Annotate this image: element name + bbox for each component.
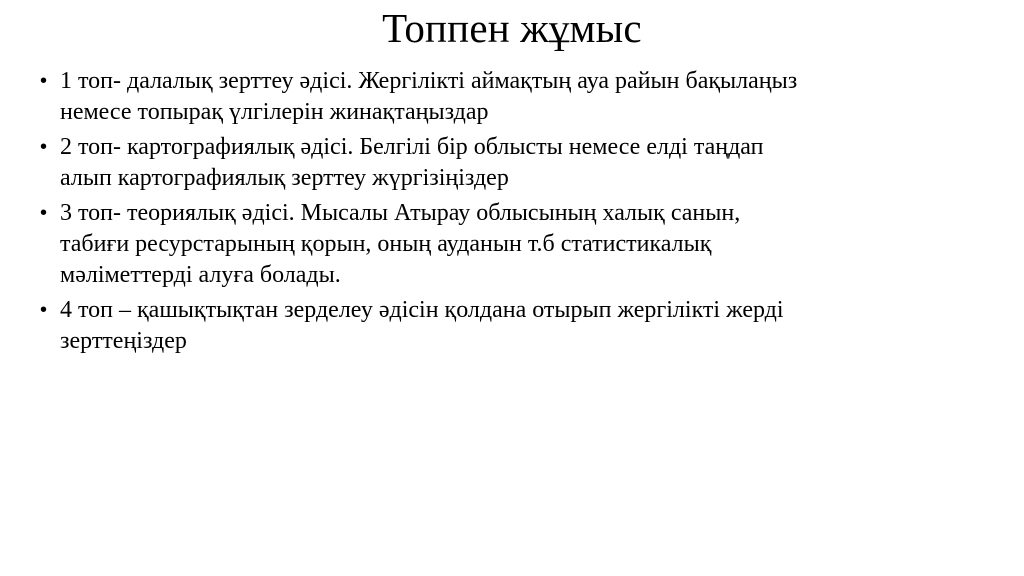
bullet-text-line: немесе топырақ үлгілерін жинақтаңыздар bbox=[60, 99, 489, 125]
bullet-text-line: зерттеңіздер bbox=[60, 328, 187, 354]
bullet-text-line: 4 топ – қашықтықтан зерделеу әдісін қолдана отырып жергілікті жерді bbox=[60, 297, 784, 323]
bullet-item-3 bbox=[38, 198, 998, 291]
bullet-icon: • bbox=[40, 202, 48, 224]
bullet-item-4 bbox=[38, 295, 998, 357]
bullet-icon: • bbox=[40, 136, 48, 158]
bullet-item-2 bbox=[38, 132, 998, 194]
bullet-icon: • bbox=[40, 70, 48, 92]
bullet-text-line: табиғи ресурстарының қорын, оның ауданын т.б статистикалық bbox=[60, 231, 712, 257]
slide-title: Топпен жұмыс bbox=[382, 5, 642, 51]
bullet-text-line: 1 топ- далалық зерттеу әдісі. Жергілікті аймақтың ауа райын бақылаңыз bbox=[60, 68, 798, 94]
bullet-text-line: мәліметтерді алуға болады. bbox=[60, 262, 341, 288]
bullet-text-line: 2 топ- картографиялық әдісі. Белгілі бір облысты немесе елді таңдап bbox=[60, 134, 764, 160]
bullet-text-line: 3 топ- теориялық әдісі. Мысалы Атырау облысының халық санын, bbox=[60, 200, 741, 226]
bullet-text-line: алып картографиялық зерттеу жүргізіңіздер bbox=[60, 165, 509, 191]
bullet-list bbox=[38, 66, 998, 361]
bullet-icon: • bbox=[40, 299, 48, 321]
bullet-item-1 bbox=[38, 66, 998, 128]
